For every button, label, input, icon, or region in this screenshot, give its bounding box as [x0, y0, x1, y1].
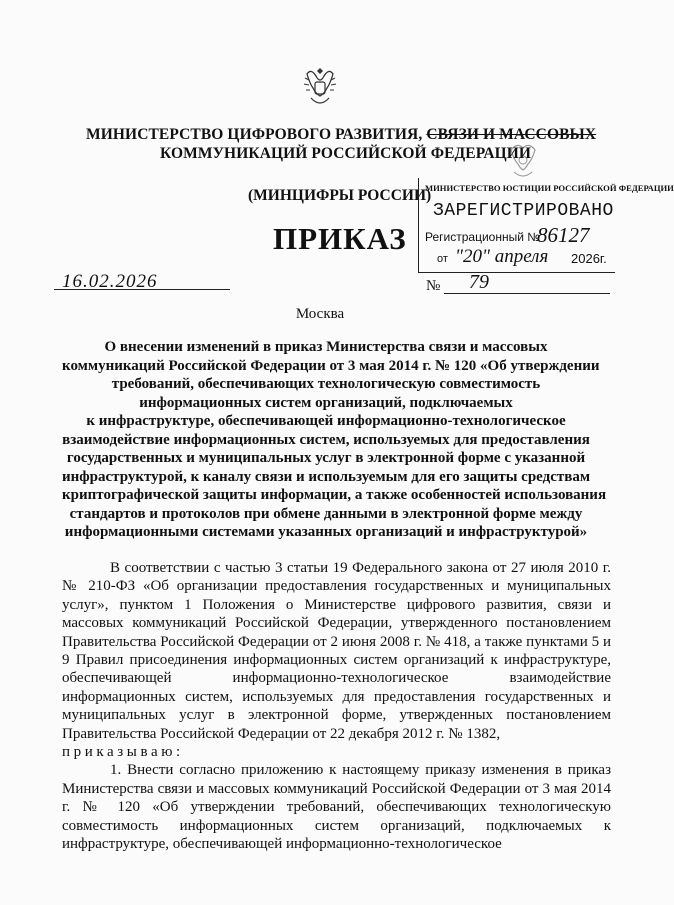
stamp-date-label: от [437, 253, 448, 265]
order-title [62, 338, 607, 542]
title-line: государственных и муниципальных услуг в электронной форме с указанной [66, 450, 586, 466]
title-line: взаимодействие информационных систем, используемых для предоставления [62, 431, 590, 448]
title-line: коммуникаций Российской Федерации от 3 мая 2014 г. № 120 «Об утверждении [62, 357, 600, 374]
title-line: к инфраструктуре, обеспечивающей информационно-технологическое [86, 413, 566, 429]
stamp-status: ЗАРЕГИСТРИРОВАНО [433, 201, 614, 221]
stamp-authority: МИНИСТЕРСТВО ЮСТИЦИИ РОССИЙСКОЙ ФЕДЕРАЦИИ [425, 183, 674, 193]
date-underline [54, 289, 230, 290]
city: Москва [295, 306, 345, 322]
number-sign: № [426, 278, 441, 294]
body-paragraph-1 [62, 559, 611, 761]
registration-stamp [418, 178, 674, 273]
stamp-date: "20" апреля [455, 246, 549, 267]
ministry-name-main: МИНИСТЕРСТВО ЦИФРОВОГО РАЗВИТИЯ, [86, 126, 423, 143]
stamp-reg-label: Регистрационный № [425, 230, 541, 244]
ministry-name-struck: СВЯЗИ И МАССОВЫХ [426, 126, 597, 143]
title-line: криптографической защиты информации, а также особенностей использования [62, 487, 607, 503]
title-line: О внесении изменений в приказ Министерства связи и массовых [104, 339, 548, 355]
title-line: информационными системами указанных организаций и инфраструктурой» [64, 524, 588, 540]
order-word: приказываю: [62, 744, 184, 761]
stamp-eagle-icon [502, 142, 544, 182]
title-line: инфраструктурой, к каналу связи и используемым для его защиты средствам [62, 468, 591, 485]
ministry-name-line2: КОММУНИКАЦИЙ РОССИЙСКОЙ ФЕДЕРАЦИИ [160, 145, 532, 162]
title-line: требований, обеспечивающих технологическую совместимость [111, 376, 541, 392]
body-paragraph-1-text: В соответствии с частью 3 статьи 19 Федерального закона от 27 июля 2010 г. № 210-ФЗ «Об организации предоставления государственных и муниципальных услуг», пунктом 1 Положения о Министерстве цифрового развития, связи и массовых коммуникаций Российской Федерации, утвержденного постановлением Правительства Российской Федерации от 2 июня 2008 г. № 418, а также пунктами 5 и 9 Правил присоединения информационных систем организаций к инфраструктуре, обеспечивающей информационно-технологическое взаимодействие информационных систем, используемых для предоставления государственных и муниципальных услуг в электронной форме, утвержденных постановлением Правительства Российской Федерации от 22 декабря 2012 г. № 1382, [62, 560, 611, 742]
order-body [62, 559, 611, 854]
order-number: 79 [469, 271, 489, 293]
stamp-year: 2026г. [571, 251, 607, 266]
coat-of-arms-emblem [301, 64, 339, 110]
title-line: информационных систем организаций, подключаемых [139, 394, 513, 411]
order-date: 16.02.2026 [62, 271, 158, 292]
stamp-reg-number: 86127 [537, 223, 590, 247]
ministry-abbreviation: (МИНЦИФРЫ РОССИИ) [248, 187, 432, 204]
number-underline [444, 293, 610, 294]
document-type-title: ПРИКАЗ [273, 221, 407, 256]
body-paragraph-2: 1. Внести согласно приложению к настоящему приказу изменения в приказ Министерства связи и массовых коммуникаций Российской Федерации от 3 мая 2014 г. № 120 «Об утверждении требований, обеспечивающих технологическую совместимость информационных систем организаций, подключаемых к инфраструктуре, обеспечивающей информационно-технологическое [62, 762, 611, 853]
title-line: стандартов и протоколов при обмене данными в электронной форме между [69, 505, 583, 522]
